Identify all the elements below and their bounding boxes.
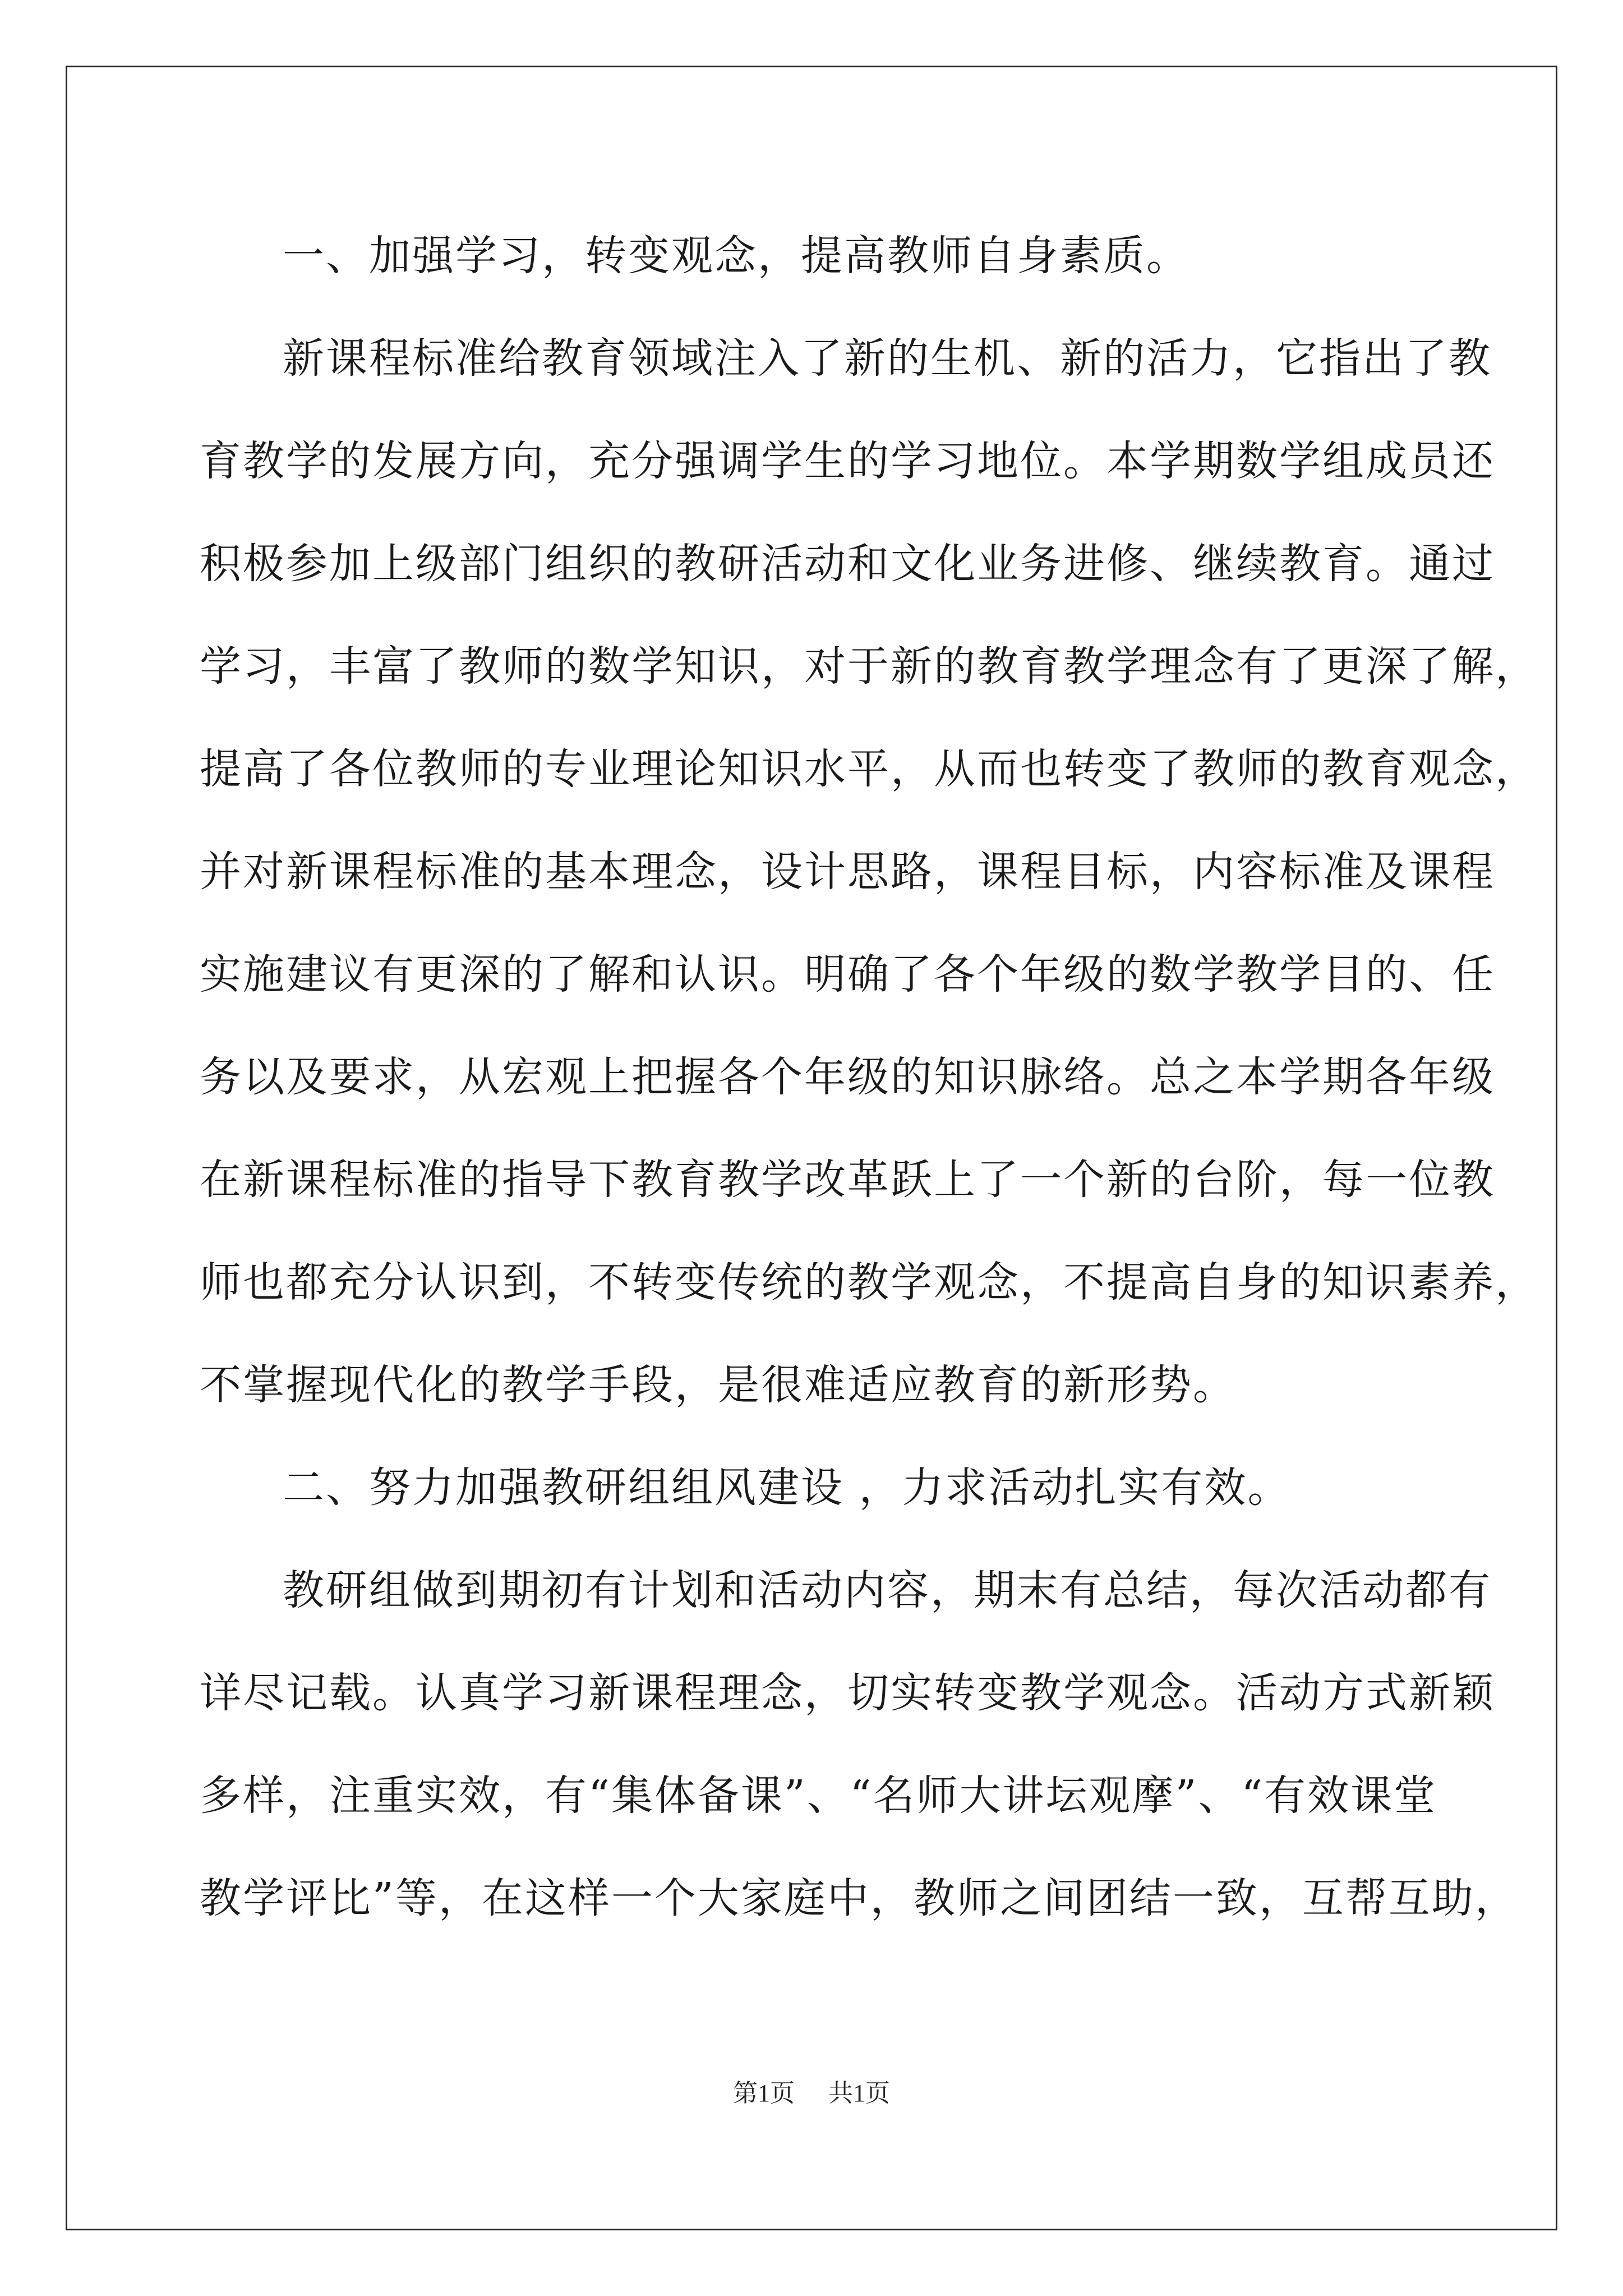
- section-heading-1: [200, 205, 1422, 307]
- text-line: 二、努力加强教研组组风建设 ，力求活动扎实有效。: [283, 1464, 1291, 1512]
- paragraph-1: [200, 307, 1538, 1437]
- text-line: 教学评比”等，在这样一个大家庭中，教师之间团结一致，互帮互助，: [200, 1874, 1518, 1922]
- page-footer: [0, 2073, 1623, 2109]
- text-line: 不掌握现代化的教学手段，是很难适应教育的新形势。: [200, 1361, 1236, 1409]
- text-line: 详尽记载。认真学习新课程理念，切实转变教学观念。活动方式新颖: [200, 1669, 1495, 1717]
- text-line: 在新课程标准的指导下教育教学改革跃上了一个新的台阶，每一位教: [200, 1156, 1495, 1204]
- text-line: 学习，丰富了教师的数学知识，对于新的教育教学理念有了更深了解，: [200, 642, 1538, 691]
- text-line: 实施建议有更深的了解和认识。明确了各个年级的数学教学目的、任: [200, 950, 1495, 999]
- text-line: 多样，注重实效，有“集体备课”、“名师大讲坛观摩”、“有效课堂: [200, 1772, 1437, 1820]
- page-number: 第1页: [733, 2079, 795, 2107]
- document-body: [200, 205, 1538, 1950]
- text-line: 提高了各位教师的专业理论知识水平，从而也转变了教师的教育观念，: [200, 745, 1538, 793]
- text-line: 务以及要求，从宏观上把握各个年级的知识脉络。总之本学期各年级: [200, 1053, 1495, 1101]
- paragraph-2: [200, 1539, 1518, 1950]
- text-line: 育教学的发展方向，充分强调学生的学习地位。本学期数学组成员还: [200, 437, 1495, 485]
- text-line: 积极参加上级部门组织的教研活动和文化业务进修、继续教育。通过: [200, 540, 1495, 588]
- text-line: 教研组做到期初有计划和活动内容，期末有总结，每次活动都有: [283, 1566, 1492, 1614]
- section-heading-2: [200, 1437, 1422, 1539]
- text-line: 一、加强学习，转变观念，提高教师自身素质。: [283, 232, 1189, 280]
- page-total: 共1页: [828, 2079, 890, 2107]
- text-line: 师也都充分认识到，不转变传统的教学观念，不提高自身的知识素养，: [200, 1258, 1538, 1306]
- text-line: 并对新课程标准的基本理念，设计思路，课程目标，内容标准及课程: [200, 848, 1495, 896]
- text-line: 新课程标准给教育领域注入了新的生机、新的活力，它指出了教: [283, 334, 1492, 383]
